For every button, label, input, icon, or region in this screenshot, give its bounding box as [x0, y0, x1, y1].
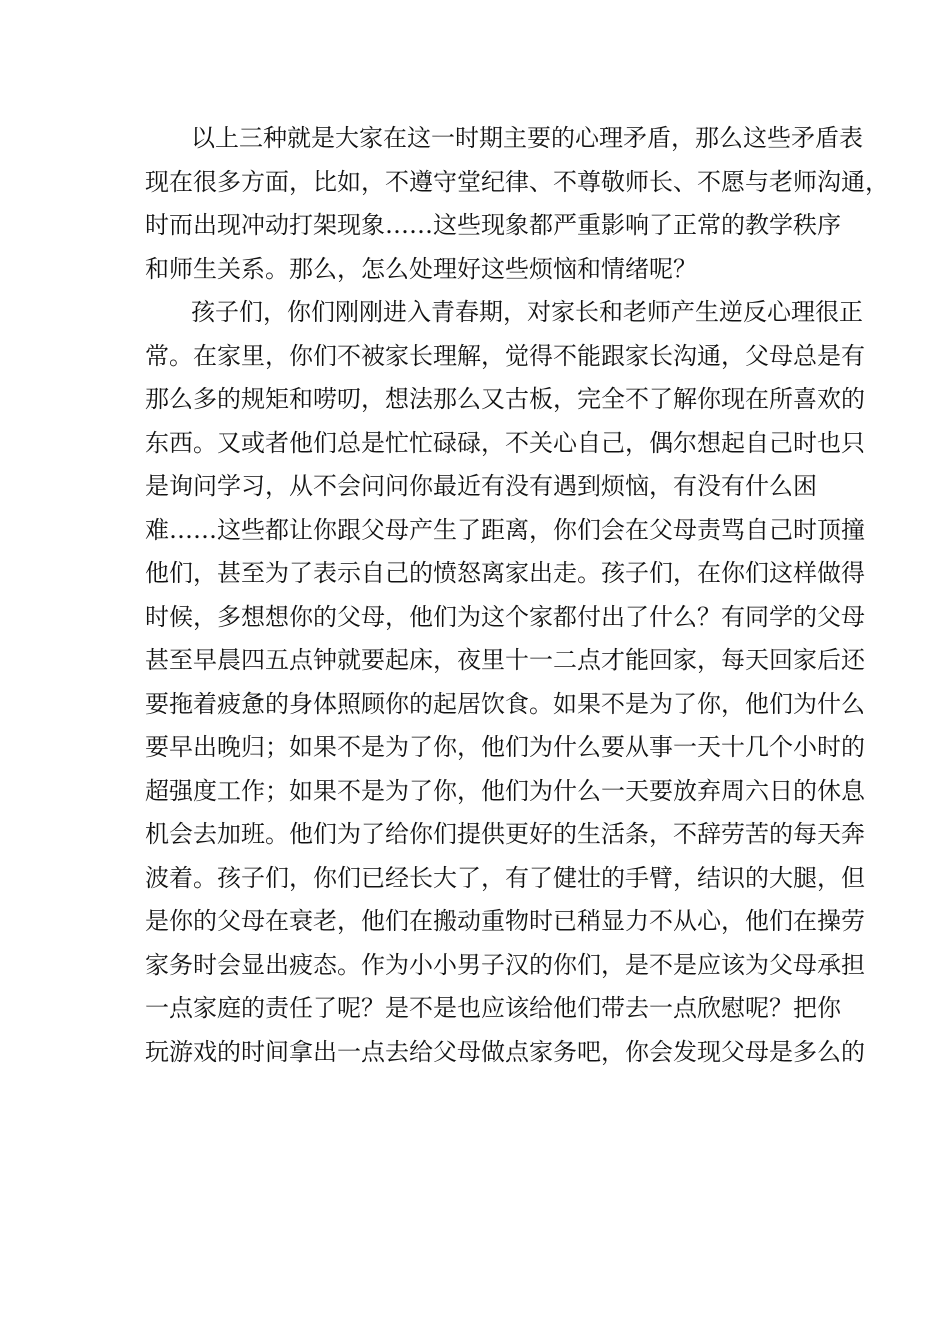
- paragraph-2-line-4: 东西。又或者他们总是忙忙碌碌，不关心自己，偶尔想起自己时也只: [145, 428, 865, 457]
- paragraph-2-line-11: 要早出晚归；如果不是为了你，他们为什么要从事一天十几个小时的: [145, 733, 865, 761]
- paragraph-2-line-16: 家务时会显出疲态。作为小小男子汉的你们，是不是应该为父母承担: [145, 950, 865, 979]
- paragraph-2-line-3: 那么多的规矩和唠叨，想法那么又古板，完全不了解你现在所喜欢的: [145, 385, 865, 413]
- paragraph-2-line-14: 波着。孩子们，你们已经长大了，有了健壮的手臂，结识的大腿，但: [145, 863, 865, 892]
- paragraph-1-line-4: 和师生关系。那么，怎么处理好这些烦恼和情绪呢？: [145, 254, 697, 283]
- paragraph-2-line-9: 甚至早晨四五点钟就要起床，夜里十一二点才能回家，每天回家后还: [145, 646, 865, 674]
- paragraph-2-line-12: 超强度工作；如果不是为了你，他们为什么一天要放弃周六日的休息: [145, 776, 865, 805]
- paragraph-2-line-15: 是你的父母在衰老，他们在搬动重物时已稍显力不从心，他们在操劳: [145, 907, 865, 935]
- paragraph-2-line-5: 是询问学习，从不会问问你最近有没有遇到烦恼，有没有什么困: [145, 472, 817, 500]
- paragraph-2-line-17: 一点家庭的责任了呢？是不是也应该给他们带去一点欣慰呢？把你: [145, 994, 841, 1022]
- paragraph-2-line-13: 机会去加班。他们为了给你们提供更好的生活条，不辞劳苦的每天奔: [145, 820, 865, 848]
- paragraph-2-line-1: 孩子们，你们刚刚进入青春期，对家长和老师产生逆反心理很正: [191, 298, 863, 326]
- paragraph-1-line-2: 现在很多方面，比如，不遵守堂纪律、不尊敬师长、不愿与老师沟通，: [145, 167, 889, 196]
- paragraph-1-line-1: 以上三种就是大家在这一时期主要的心理矛盾，那么这些矛盾表: [191, 124, 863, 152]
- document-body: [145, 117, 889, 1074]
- paragraph-2-line-18: 玩游戏的时间拿出一点去给父母做点家务吧，你会发现父母是多么的: [145, 1037, 865, 1066]
- paragraph-2-line-2: 常。在家里，你们不被家长理解，觉得不能跟家长沟通，父母总是有: [145, 341, 865, 370]
- paragraph-1-line-3: 时而出现冲动打架现象……这些现象都严重影响了正常的教学秩序: [145, 211, 841, 239]
- paragraph-2-line-7: 他们，甚至为了表示自己的愤怒离家出走。孩子们，在你们这样做得: [145, 559, 865, 587]
- paragraph-2-line-8: 时候，多想想你的父母，他们为这个家都付出了什么？有同学的父母: [145, 602, 865, 631]
- paragraph-2-line-10: 要拖着疲惫的身体照顾你的起居饮食。如果不是为了你，他们为什么: [145, 689, 865, 718]
- paragraph-2-line-6: 难……这些都让你跟父母产生了距离，你们会在父母责骂自己时顶撞: [145, 515, 865, 544]
